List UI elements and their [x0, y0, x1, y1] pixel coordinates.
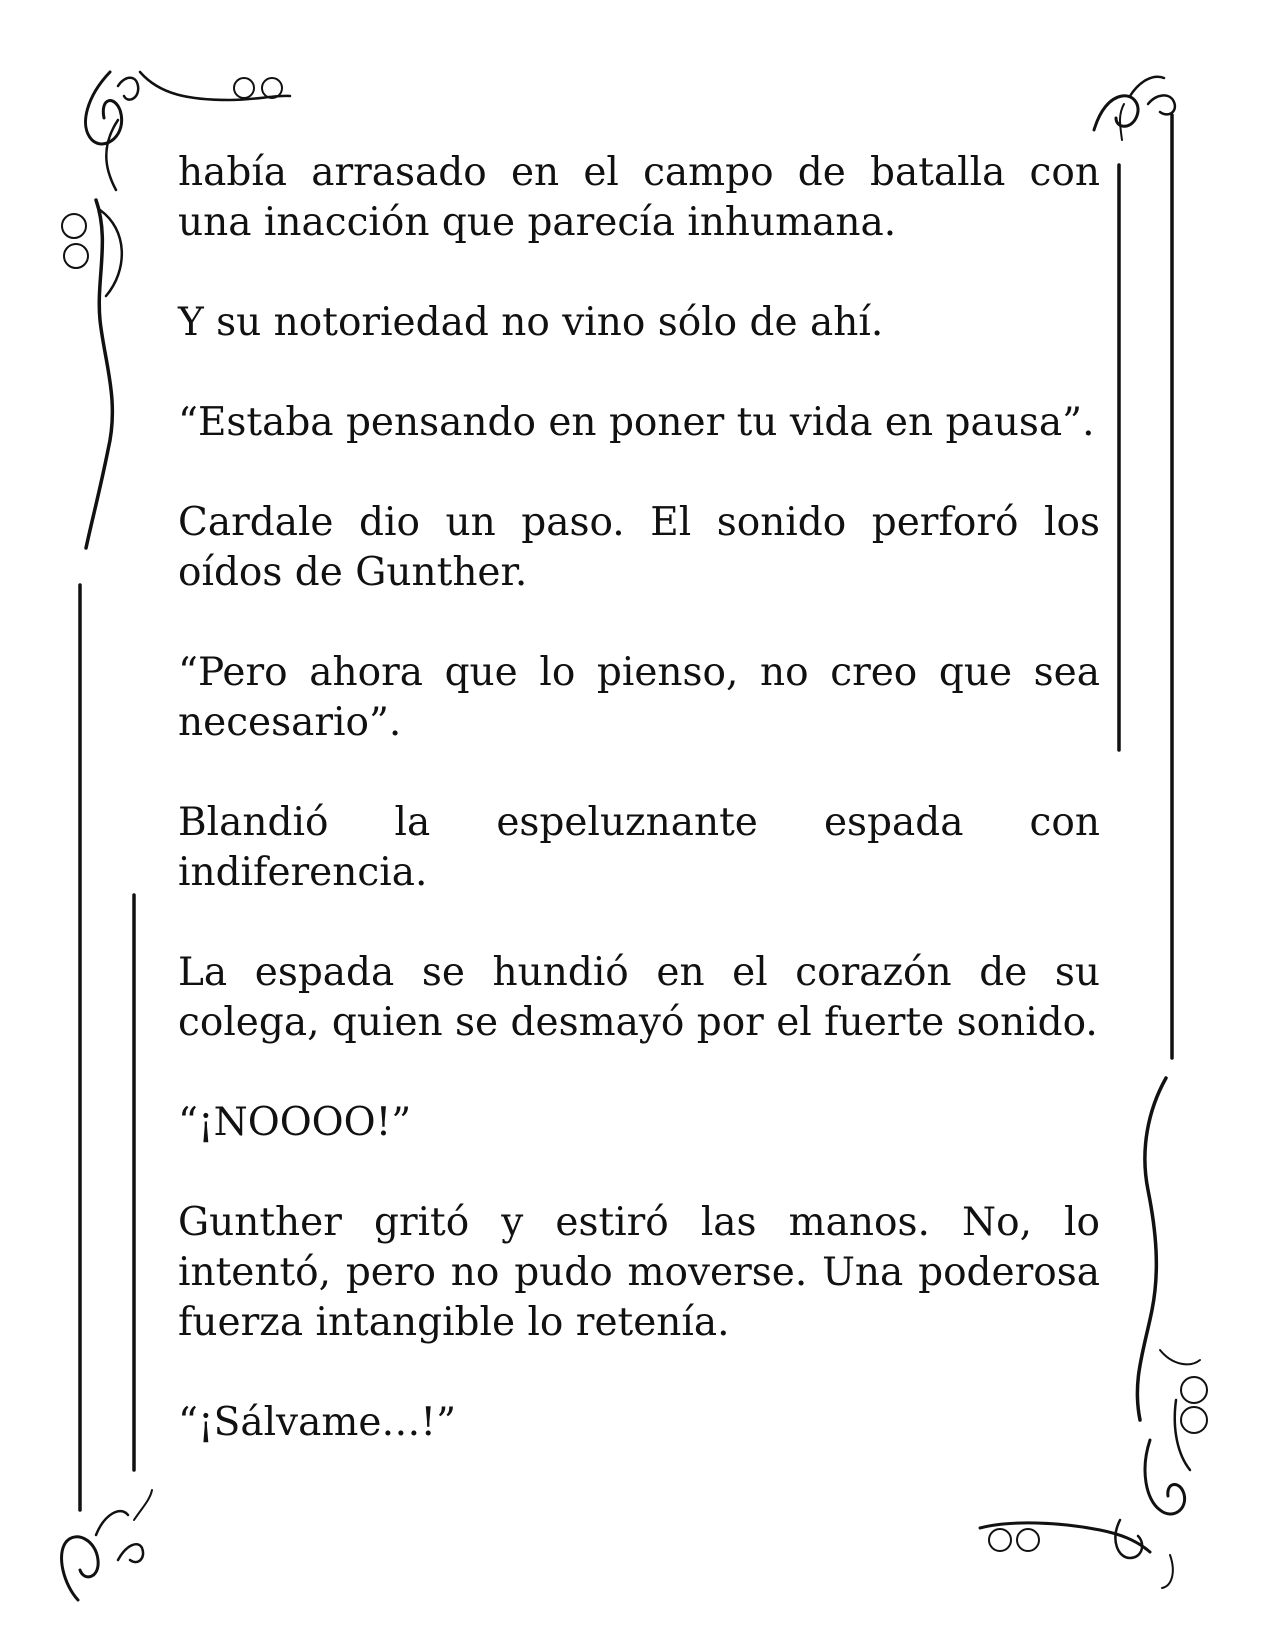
paragraph: Y su notoriedad no vino sólo de ahí.	[178, 300, 884, 345]
paragraph: Blandió la espeluznante espada con indiferencia.	[178, 800, 1100, 895]
paragraph: Gunther gritó y estiró las manos. No, lo intentó, pero no pudo moverse. Una poderosa fuerza intangible lo retenía.	[178, 1200, 1100, 1345]
paragraph: “¡Sálvame…!”	[178, 1400, 457, 1445]
top-right-flourish-icon	[1094, 77, 1175, 140]
chapter-text	[178, 148, 1100, 1498]
paragraph: La espada se hundió en el corazón de su colega, quien se desmayó por el fuerte sonido.	[178, 950, 1100, 1045]
bottom-left-flourish-icon	[62, 1490, 152, 1600]
paragraph: “Estaba pensando en poner tu vida en pausa”.	[178, 400, 1095, 445]
paragraph: Cardale dio un paso. El sonido perforó los oídos de Gunther.	[178, 500, 1100, 595]
paragraph: “¡NOOOO!”	[178, 1100, 412, 1145]
paragraph: “Pero ahora que lo pienso, no creo que sea necesario”.	[178, 650, 1100, 745]
paragraph: había arrasado en el campo de batalla con una inacción que parecía inhumana.	[178, 150, 1100, 245]
